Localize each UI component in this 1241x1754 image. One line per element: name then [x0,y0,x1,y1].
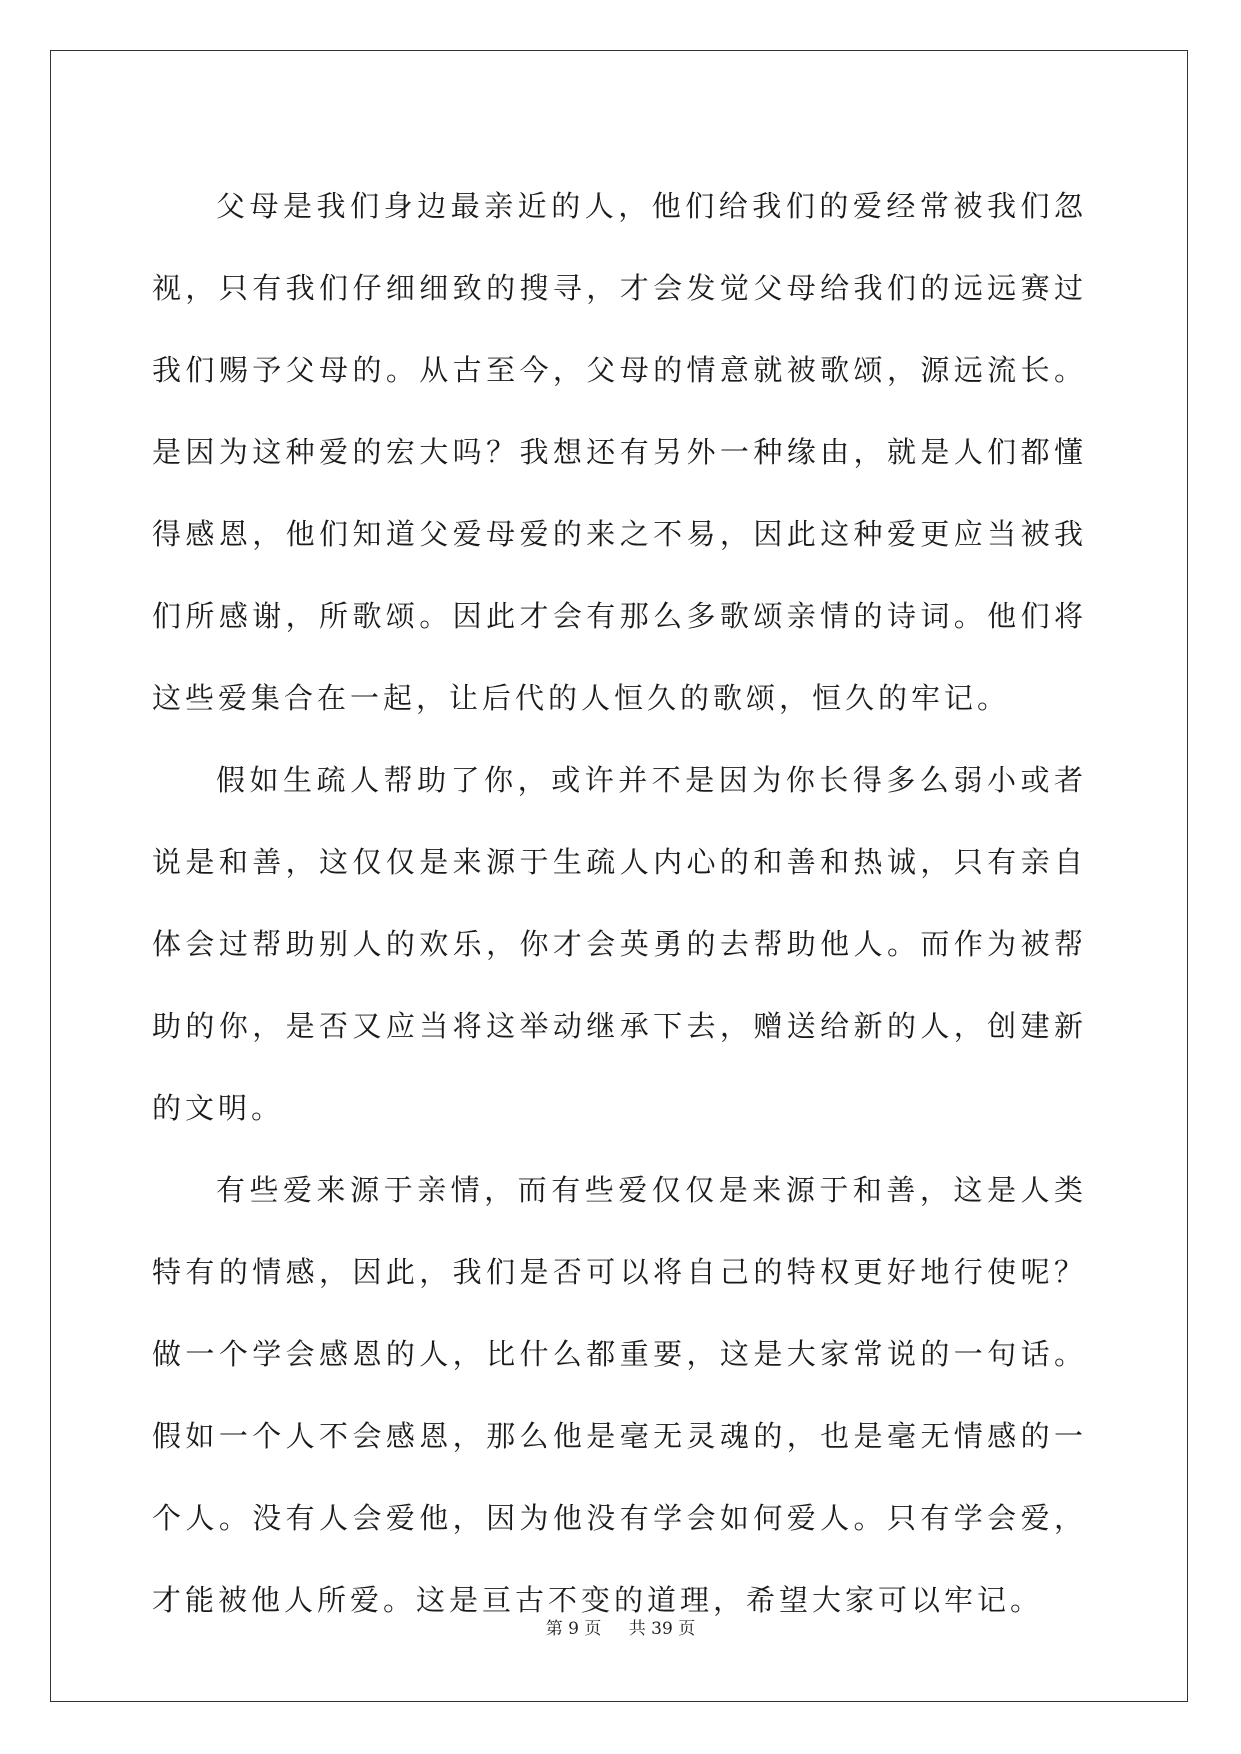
paragraph-2: 假如生疏人帮助了你，或许并不是因为你长得多么弱小或者说是和善，这仅仅是来源于生疏人内心的和善和热诚，只有亲自体会过帮助别人的欢乐，你才会英勇的去帮助他人。而作为被帮助的你，是否又应当将这举动继承下去，赠送给新的人，创建新的文明。 [152,763,1087,1125]
document-body [152,165,1087,1641]
paragraph-3: 有些爱来源于亲情，而有些爱仅仅是来源于和善，这是人类特有的情感，因此，我们是否可以将自己的特权更好地行使呢？做一个学会感恩的人，比什么都重要，这是大家常说的一句话。假如一个人不会感恩，那么他是毫无灵魂的，也是毫无情感的一个人。没有人会爱他，因为他没有学会如何爱人。只有学会爱，才能被他人所爱。这是亘古不变的道理，希望大家可以牢记。 [152,1173,1087,1617]
page-number: 第 9 页 [545,1619,602,1639]
paragraph-1: 父母是我们身边最亲近的人，他们给我们的爱经常被我们忽视，只有我们仔细细致的搜寻，才会发觉父母给我们的远远赛过我们赐予父母的。从古至今，父母的情意就被歌颂，源远流长。是因为这种爱的宏大吗？我想还有另外一种缘由，就是人们都懂得感恩，他们知道父爱母爱的来之不易，因此这种爱更应当被我们所感谢，所歌颂。因此才会有那么多歌颂亲情的诗词。他们将这些爱集合在一起，让后代的人恒久的歌颂，恒久的牢记。 [152,189,1087,715]
total-pages: 共 39 页 [628,1619,696,1639]
page-footer [0,1617,1241,1641]
